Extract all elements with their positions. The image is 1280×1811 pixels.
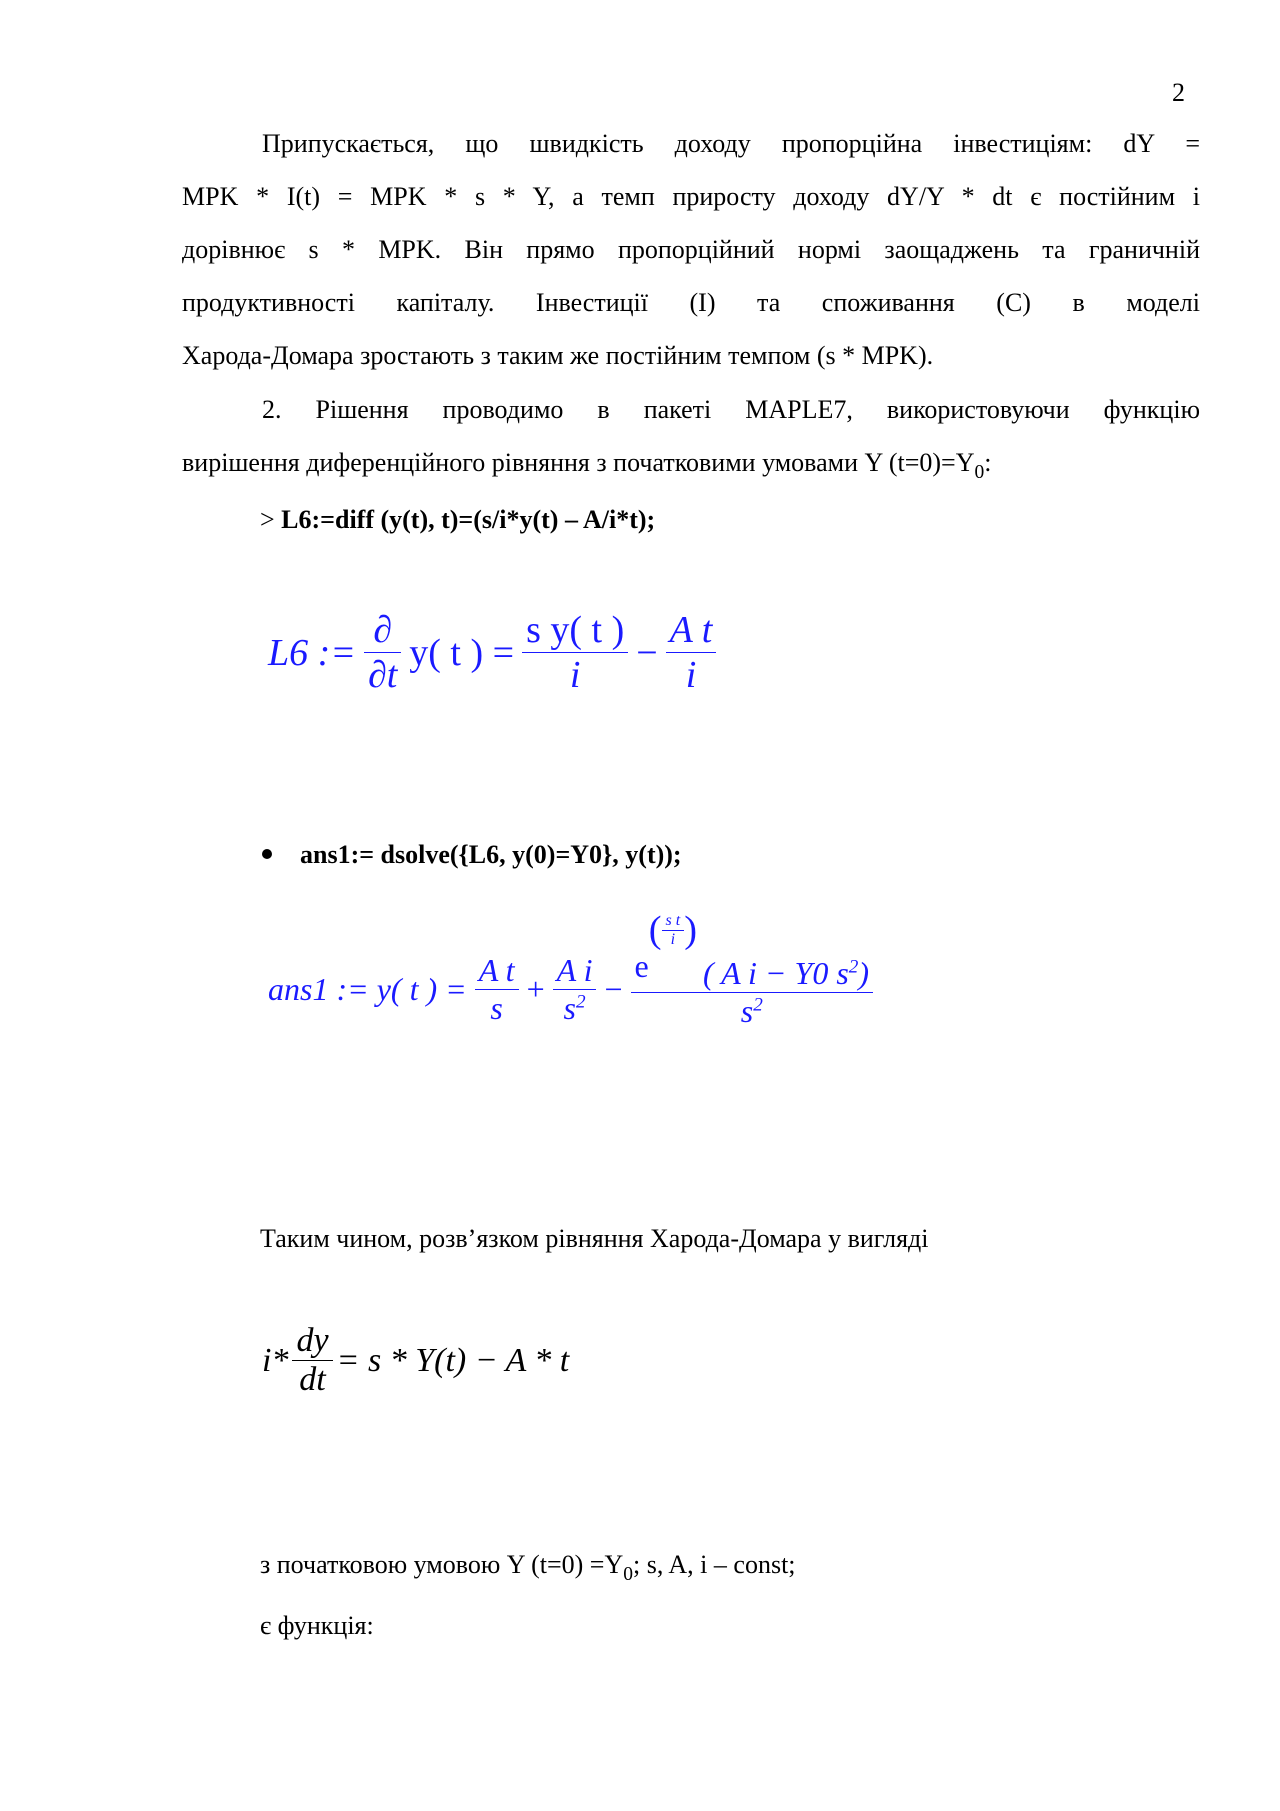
eq3-rhs: = s * Y(t) − A * t	[336, 1341, 570, 1379]
paragraph-1	[182, 117, 1200, 382]
eq2-paren-sq: 2	[848, 956, 859, 978]
eq2-t2-den	[553, 990, 597, 1027]
para1-line-5: Харода-Домара зростають з таким же постійним темпом (s * MPK).	[182, 341, 934, 370]
eq2-t1-num: A t	[478, 951, 515, 988]
para2-line-2	[182, 436, 1200, 489]
maple-command-2	[262, 840, 682, 870]
conclusion-text: Таким чином, розв’язком рівняння Харода-Домара у вигляді	[260, 1224, 929, 1253]
eq2-minus: −	[604, 970, 623, 1007]
para1-line-3: дорівнює s * MPK. Він прямо пропорційний нормі заощаджень та граничній	[182, 235, 1200, 264]
initial-condition-main: з початковою умовою Y (t=0) =Y	[260, 1550, 624, 1579]
maple-command-1	[260, 505, 655, 535]
eq1-frac2	[666, 608, 717, 697]
para2-tail: :	[984, 448, 992, 477]
eq1-den1: i	[569, 654, 581, 696]
equation-harrod-domar	[262, 1322, 569, 1399]
eq2-exp-group	[634, 909, 697, 992]
eq3-derivative	[292, 1322, 332, 1399]
eq1-partial: ∂	[373, 609, 392, 651]
eq2-t3-num	[631, 909, 874, 992]
initial-condition-tail: ; s, A, i – const;	[633, 1550, 796, 1579]
bullet-icon	[262, 849, 272, 859]
eq1-lhs: L6 :=	[268, 631, 356, 674]
eq2-t3-den	[631, 993, 874, 1030]
eq2-exp-num: s t	[665, 911, 681, 929]
eq1-num2: A t	[669, 609, 713, 651]
maple-command-1-text: L6:=diff (y(t), t)=(s/i*y(t) – A/i*t);	[281, 505, 656, 534]
eq2-t1-den: s	[490, 989, 503, 1026]
eq2-paren-close: )	[858, 955, 870, 991]
initial-condition-text	[260, 1550, 796, 1586]
eq2-exponent: ( $\frac{\text{s t}}{i}$ )	[648, 909, 697, 951]
eq1-yt: y( t ) =	[409, 631, 515, 674]
maple-command-2-text: ans1:= dsolve({L6, y(0)=Y0}, y(t));	[300, 840, 682, 869]
para2-subscript: 0	[974, 461, 985, 483]
eq2-t2-den-base: s	[563, 989, 576, 1026]
eq1-dt: ∂t	[367, 654, 398, 696]
eq2-term1	[475, 952, 519, 1027]
eq2-paren: ( A i − Y0 s	[702, 955, 849, 991]
para2-line-1: 2. Рішення проводимо в пакеті MAPLE7, використовуючи функцію	[262, 395, 1200, 424]
eq1-num1: s y( t )	[526, 609, 625, 651]
eq2-t2-den-exp: 2	[575, 990, 586, 1012]
eq2-t2-num: A i	[556, 951, 593, 988]
eq3-den: dt	[299, 1361, 326, 1398]
eq1-minus: −	[636, 631, 658, 674]
initial-condition-sub: 0	[623, 1563, 633, 1585]
eq2-lhs: ans1 := y( t ) =	[268, 970, 467, 1007]
eq1-den2: i	[685, 654, 697, 696]
eq2-exp-den: i	[670, 930, 676, 948]
eq2-term2	[553, 952, 597, 1027]
para2-line-2-text: вирішення диференційного рівняння з початковими умовами Y (t=0)=Y	[182, 448, 975, 477]
eq3-i: i*	[262, 1341, 289, 1379]
function-label: є функція:	[260, 1611, 374, 1640]
eq1-frac1	[522, 608, 628, 697]
eq1-derivative	[364, 608, 401, 697]
para1-line-2: MPK * I(t) = MPK * s * Y, а темп приросту доходу dY/Y * dt є постійним і	[182, 182, 1200, 211]
eq2-t3-den-exp: 2	[753, 994, 763, 1016]
maple-output-ans1	[268, 909, 873, 1030]
para1-line-1: Припускається, що швидкість доходу пропорційна інвестиціям: dY =	[262, 129, 1200, 158]
eq3-num: dy	[296, 1322, 329, 1359]
maple-prompt: >	[260, 505, 275, 534]
page-number: 2	[1172, 78, 1185, 107]
eq2-e: e	[634, 948, 649, 984]
eq2-t3-den-base: s	[740, 993, 754, 1029]
para1-line-4: продуктивності капіталу. Інвестиції (I) та споживання (C) в моделі	[182, 288, 1200, 317]
eq2-plus: +	[526, 970, 545, 1007]
paragraph-2	[182, 383, 1200, 489]
eq2-term3	[631, 909, 874, 1030]
maple-output-l6	[268, 608, 716, 697]
